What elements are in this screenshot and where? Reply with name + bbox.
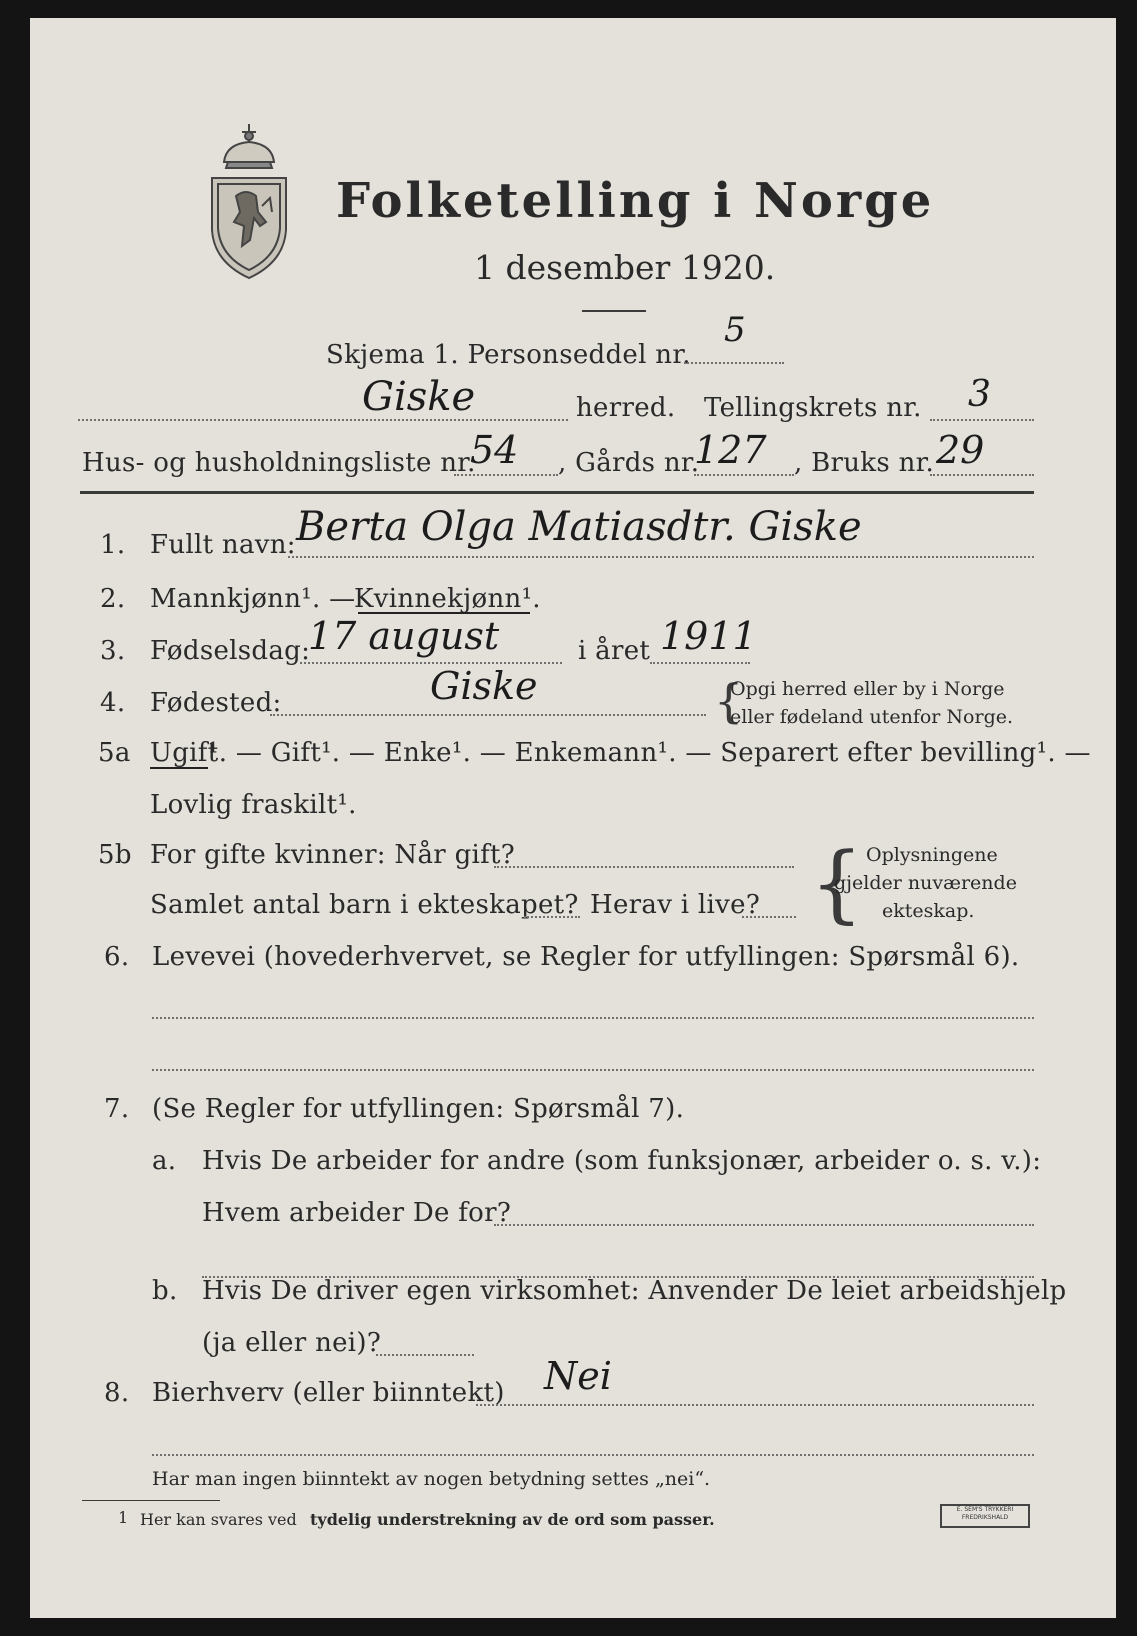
q5a-ugift-underline <box>150 767 208 769</box>
q4-number: 4. <box>100 688 126 718</box>
q5b-note-line3: ekteskap. <box>882 900 975 922</box>
q5b-note-brace: { <box>810 834 864 932</box>
footnote-text-b: tydelig understrekning av de ord som passer. <box>310 1510 715 1529</box>
q1-number: 1. <box>100 530 126 560</box>
q7b-label: Hvis De driver egen virksomhet: Anvender De leiet arbeidshjelp <box>202 1276 1067 1306</box>
q1-full-name: Berta Olga Matiasdtr. Giske <box>296 504 862 550</box>
q5b-alive-label: Herav i live? <box>590 890 761 920</box>
q6-number: 6. <box>104 942 130 972</box>
husliste-number: 54 <box>470 428 519 472</box>
form-title: Folketelling i Norge <box>336 173 935 229</box>
printer-stamp-line1: E. SEM'S TRYKKERI <box>956 1506 1014 1513</box>
q3-birth-year: 1911 <box>660 614 757 658</box>
q5b-children-label: Samlet antal barn i ekteskapet? <box>150 890 579 920</box>
title-divider <box>582 310 646 312</box>
header-divider <box>80 491 1034 494</box>
footer-divider <box>82 1500 220 1501</box>
footnote-text-a: Her kan svares ved <box>140 1510 297 1529</box>
q8-answer: Nei <box>544 1354 612 1398</box>
q7a-letter: a. <box>152 1146 177 1176</box>
q4-label: Fødested: <box>150 688 282 718</box>
personseddel-dots <box>684 362 784 364</box>
gards-number: 127 <box>694 428 767 472</box>
q5b-note-line1: Oplysningene <box>866 844 998 866</box>
printer-stamp-line2: FREDRIKSHALD <box>961 1514 1009 1521</box>
q8-number: 8. <box>104 1378 130 1408</box>
q8-dots <box>476 1404 1034 1406</box>
husliste-dots <box>454 474 558 476</box>
q6-line1-dots <box>152 1017 1034 1019</box>
q5a-other-options: ¹. — Gift¹. — Enke¹. — Enkemann¹. — Separert efter bevilling¹. — <box>208 738 1091 768</box>
q8-note: Har man ingen biinntekt av nogen betydning settes „nei“. <box>152 1468 711 1490</box>
q7a-employer-label: Hvem arbeider De for? <box>202 1198 512 1228</box>
q6-line2-dots <box>152 1069 1034 1071</box>
q2-female-option: Kvinnekjønn¹. <box>354 584 541 614</box>
gards-label: , Gårds nr. <box>558 448 700 478</box>
q1-dots <box>288 556 1034 558</box>
footnote-mark: 1 <box>118 1508 129 1527</box>
q5b-label: For gifte kvinner: Når gift? <box>150 840 516 870</box>
q2-male-option: Mannkjønn¹. — <box>150 584 356 614</box>
husliste-label: Hus- og husholdningsliste nr. <box>82 448 476 478</box>
bruks-label: , Bruks nr. <box>794 448 935 478</box>
q8-line2-dots <box>152 1454 1034 1456</box>
q3-label: Fødselsdag: <box>150 636 311 666</box>
q5b-children-dots <box>524 916 580 918</box>
q7b-answer-label: (ja eller nei)? <box>202 1328 382 1358</box>
q8-label: Bierhverv (eller biinntekt) <box>152 1378 505 1408</box>
q4-note-line2: eller fødeland utenfor Norge. <box>730 706 1014 728</box>
q5a-number: 5a <box>98 738 131 768</box>
q5b-note-line2: gjelder nuværende <box>834 872 1017 894</box>
q6-label: Levevei (hovederhvervet, se Regler for utfyllingen: Spørsmål 6). <box>152 942 1020 972</box>
q7b-answer-dots <box>376 1354 474 1356</box>
coat-of-arms-icon <box>206 122 292 282</box>
q3-year-dots <box>650 662 750 664</box>
q5b-married-dots <box>494 866 794 868</box>
form-date: 1 desember 1920. <box>474 248 776 287</box>
tellingskrets-label: Tellingskrets nr. <box>704 393 922 423</box>
q3-number: 3. <box>100 636 126 666</box>
q7a-label: Hvis De arbeider for andre (som funksjonær, arbeider o. s. v.): <box>202 1146 1042 1176</box>
q7-number: 7. <box>104 1094 130 1124</box>
q5b-number: 5b <box>98 840 132 870</box>
q4-note-brace: { <box>714 674 744 728</box>
herred-label: herred. <box>576 393 676 423</box>
bruks-number: 29 <box>936 428 985 472</box>
herred-dots <box>78 419 568 421</box>
q5a-ugift-option: Ugift <box>150 738 219 768</box>
q4-dots <box>270 714 706 716</box>
q1-label: Fullt navn: <box>150 530 296 560</box>
q5a-fraskilt-option: Lovlig fraskilt¹. <box>150 790 357 820</box>
tellingskrets-dots <box>930 419 1034 421</box>
schema-label: Skjema 1. Personseddel nr. <box>326 340 691 370</box>
tellingskrets-number: 3 <box>968 374 991 415</box>
printer-stamp <box>940 1504 1030 1528</box>
q3-year-label: i året <box>578 636 651 666</box>
q5b-alive-dots <box>742 916 796 918</box>
bruks-dots <box>930 474 1034 476</box>
herred-value: Giske <box>362 374 476 420</box>
q3-birthdate: 17 august <box>308 614 500 658</box>
q4-birthplace: Giske <box>430 664 538 708</box>
personseddel-number: 5 <box>724 310 746 350</box>
q2-number: 2. <box>100 584 126 614</box>
q4-note-line1: Opgi herred eller by i Norge <box>730 678 1005 700</box>
q7-label: (Se Regler for utfyllingen: Spørsmål 7). <box>152 1094 685 1124</box>
q7b-letter: b. <box>152 1276 178 1306</box>
gards-dots <box>694 474 794 476</box>
q7a-employer-dots <box>494 1224 1034 1226</box>
census-form <box>30 18 1116 1618</box>
